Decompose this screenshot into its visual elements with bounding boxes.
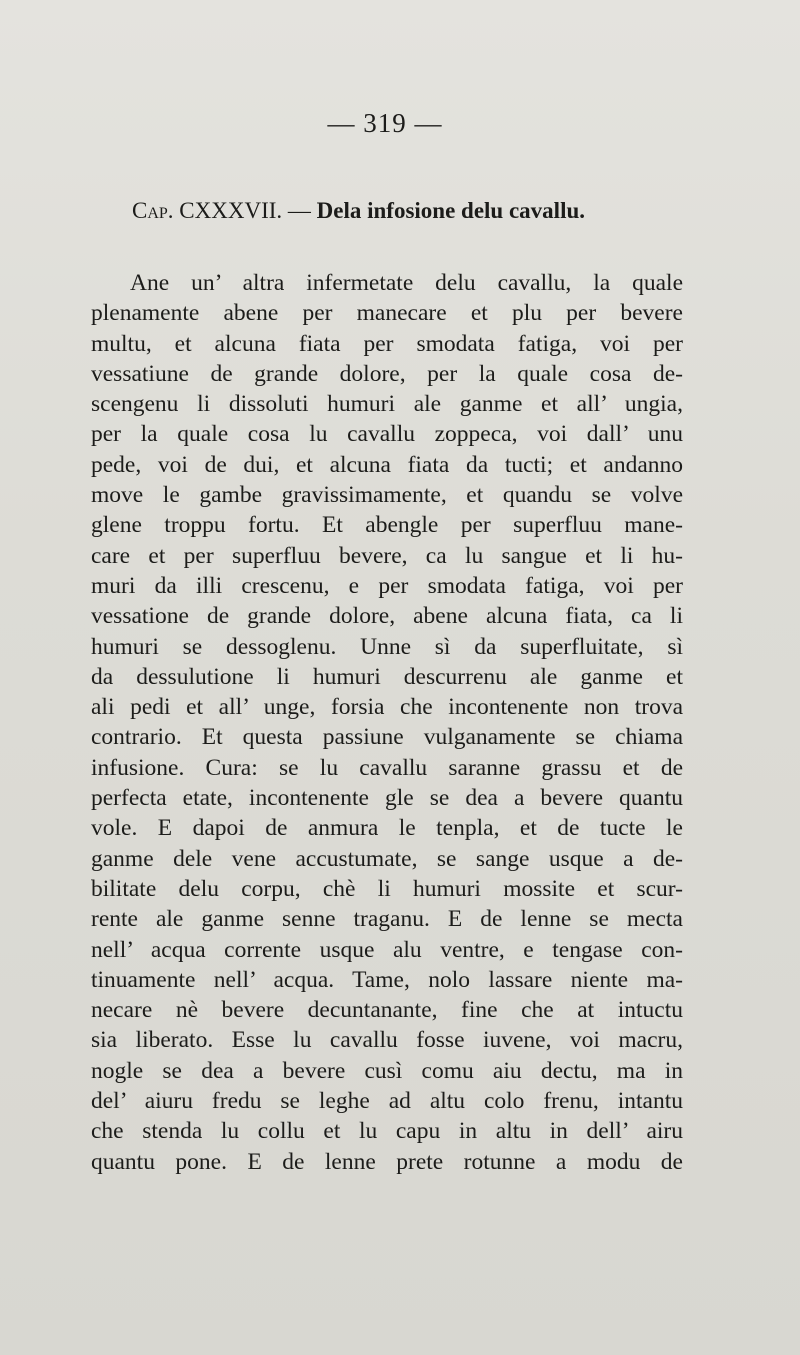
- text-line: move le gambe gravissimamente, et quandu se volve: [91, 482, 683, 509]
- text-line: vole. E dapoi de anmura le tenpla, et de tucte le: [91, 815, 683, 842]
- text-line: infusione. Cura: se lu cavallu saranne grassu et de: [91, 754, 683, 781]
- text-line: necare nè bevere decuntanante, fine che at intuctu: [91, 997, 683, 1024]
- text-line: che stenda lu collu et lu capu in altu in dell’ airu: [91, 1118, 683, 1145]
- text-line: rente ale ganme senne traganu. E de lenne se mecta: [91, 906, 683, 933]
- chapter-number: Cap. CXXXVII.: [132, 198, 283, 223]
- text-line: nell’ acqua corrente usque alu ventre, e tengase con-: [91, 936, 683, 963]
- text-line: pede, voi de dui, et alcuna fiata da tucti; et andanno: [91, 451, 683, 478]
- text-line: ali pedi et all’ unge, forsia che incontenente non trova: [91, 694, 683, 721]
- text-line: contrario. Et questa passiune vulganamente se chiama: [91, 724, 683, 751]
- text-line: multu, et alcuna fiata per smodata fatiga, voi per: [91, 330, 683, 357]
- text-line: nogle se dea a bevere cusì comu aiu dectu, ma in: [91, 1057, 683, 1084]
- text-line: vessatione de grande dolore, abene alcuna fiata, ca li: [91, 603, 683, 630]
- body-text: [91, 268, 683, 1177]
- chapter-heading: [132, 198, 692, 224]
- text-line: da dessulutione li humuri descurrenu ale ganme et: [91, 663, 683, 690]
- text-line: muri da illi crescenu, e per smodata fatiga, voi per: [91, 572, 683, 599]
- text-line: bilitate delu corpu, chè li humuri mossite et scur-: [91, 875, 683, 902]
- text-line: sia liberato. Esse lu cavallu fosse iuvene, voi macru,: [91, 1027, 683, 1054]
- text-line: vessatiune de grande dolore, per la quale cosa de-: [91, 360, 683, 387]
- text-line: scengenu li dissoluti humuri ale ganme et all’ ungia,: [91, 391, 683, 418]
- text-line: ganme dele vene accustumate, se sange usque a de-: [91, 845, 683, 872]
- chapter-title: Dela infosione delu cavallu.: [316, 198, 586, 223]
- text-line: del’ aiuru fredu se leghe ad altu colo frenu, intantu: [91, 1088, 683, 1115]
- chapter-separator: —: [287, 198, 311, 223]
- text-line: per la quale cosa lu cavallu zoppeca, voi dall’ unu: [91, 421, 683, 448]
- text-line: tinuamente nell’ acqua. Tame, nolo lassare niente ma-: [91, 966, 683, 993]
- text-line: plenamente abene per manecare et plu per bevere: [91, 300, 683, 327]
- text-line: perfecta etate, incontenente gle se dea a bevere quantu: [91, 785, 683, 812]
- text-line: quantu pone. E de lenne prete rotunne a modu de: [91, 1148, 683, 1175]
- page-number: — 319 —: [327, 108, 443, 138]
- text-line: care et per superfluu bevere, ca lu sangue et li hu-: [91, 542, 683, 569]
- text-line: Ane un’ altra infermetate delu cavallu, la quale: [130, 270, 683, 296]
- text-line: humuri se dessoglenu. Unne sì da superfluitate, sì: [91, 633, 683, 660]
- text-line: glene troppu fortu. Et abengle per superfluu mane-: [91, 512, 683, 539]
